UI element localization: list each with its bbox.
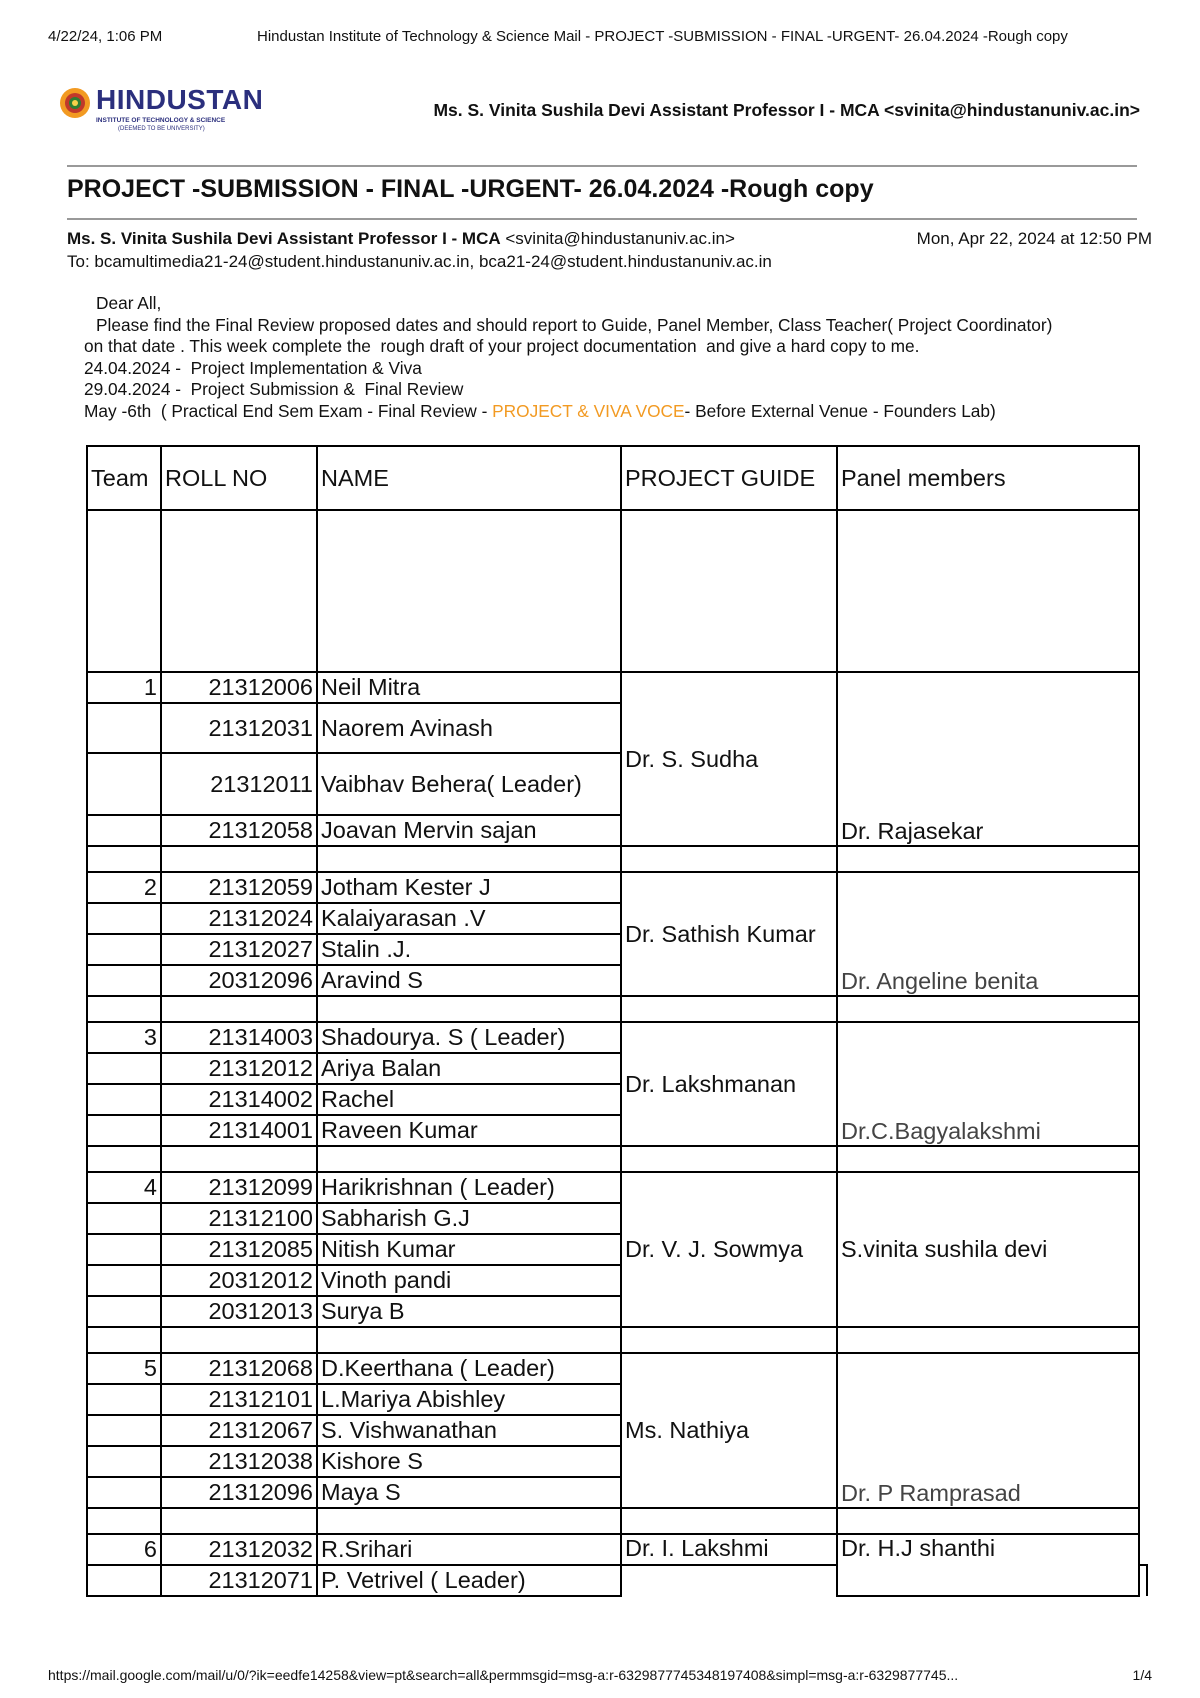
team-number	[87, 1446, 161, 1477]
project-guide: Dr. V. J. Sowmya	[621, 1172, 837, 1327]
roll-number: 21314002	[161, 1084, 317, 1115]
team-number: 5	[87, 1353, 161, 1384]
roll-number: 20312096	[161, 965, 317, 996]
email-date: Mon, Apr 22, 2024 at 12:50 PM	[916, 229, 1152, 248]
student-name: Maya S	[317, 1477, 621, 1508]
print-title: Hindustan Institute of Technology & Science Mail - PROJECT -SUBMISSION - FINAL -URGENT- 26.04.2024 -Rough copy	[257, 28, 1068, 45]
blank-row	[87, 510, 1147, 672]
student-name: Naorem Avinash	[317, 703, 621, 753]
email-from	[67, 229, 735, 249]
panel-member: Dr. H.J shanthi	[837, 1534, 1139, 1596]
panel-member: Dr. Rajasekar	[837, 672, 1139, 846]
student-name: Joavan Mervin sajan	[317, 815, 621, 846]
team-number	[87, 1477, 161, 1508]
student-name: Stalin .J.	[317, 934, 621, 965]
panel-member: Dr.C.Bagyalakshmi	[837, 1022, 1139, 1146]
student-name: Ariya Balan	[317, 1053, 621, 1084]
student-name: Surya B	[317, 1296, 621, 1327]
team-number	[87, 815, 161, 846]
table-row	[87, 1353, 1147, 1384]
highlight-text: PROJECT & VIVA VOCE	[492, 400, 685, 421]
spacer-row	[87, 996, 1147, 1022]
emblem-icon	[58, 86, 92, 120]
student-name: Kalaiyarasan .V	[317, 903, 621, 934]
panel-member: S.vinita sushila devi	[837, 1172, 1139, 1327]
roll-number: 20312013	[161, 1296, 317, 1327]
table-row	[87, 1172, 1147, 1203]
student-name: Raveen Kumar	[317, 1115, 621, 1146]
panel-member: Dr. P Ramprasad	[837, 1353, 1139, 1508]
team-number	[87, 934, 161, 965]
table-row	[87, 872, 1147, 903]
roll-number: 21312068	[161, 1353, 317, 1384]
project-guide: Dr. S. Sudha	[621, 672, 837, 846]
col-header-roll: ROLL NO	[161, 446, 317, 510]
team-number	[87, 1053, 161, 1084]
roll-number: 21312099	[161, 1172, 317, 1203]
email-to: To: bcamultimedia21-24@student.hindustanuniv.ac.in, bca21-24@student.hindustanuniv.ac.in	[67, 252, 772, 271]
spacer-row	[87, 1146, 1147, 1172]
team-number: 1	[87, 672, 161, 703]
spacer-row	[87, 1508, 1147, 1534]
hindustan-logo	[58, 86, 268, 134]
student-name: Neil Mitra	[317, 672, 621, 703]
logo-name: HINDUSTAN	[96, 84, 264, 115]
empty-cell	[621, 1565, 837, 1596]
col-header-panel: Panel members	[837, 446, 1139, 510]
roll-number: 21312027	[161, 934, 317, 965]
greeting: Dear All,	[96, 293, 162, 313]
roll-number: 21312067	[161, 1415, 317, 1446]
logo-subtitle-2: (DEEMED TO BE UNIVERSITY)	[118, 126, 205, 132]
roll-number: 21312032	[161, 1534, 317, 1565]
roll-number: 21312059	[161, 872, 317, 903]
team-number	[87, 903, 161, 934]
roll-number: 21312031	[161, 703, 317, 753]
print-datetime: 4/22/24, 1:06 PM	[48, 28, 163, 45]
roll-number: 21312006	[161, 672, 317, 703]
divider	[67, 218, 1137, 220]
body-line: 29.04.2024 - Project Submission & Final Review	[84, 379, 464, 400]
roll-number: 21312071	[161, 1565, 317, 1596]
logo-subtitle: INSTITUTE OF TECHNOLOGY & SCIENCE	[96, 117, 226, 124]
team-number	[87, 1415, 161, 1446]
project-guide: Dr. I. Lakshmi	[621, 1534, 837, 1565]
spacer-row	[87, 1327, 1147, 1353]
roll-number: 21312011	[161, 753, 317, 815]
team-number	[87, 1296, 161, 1327]
divider	[67, 165, 1137, 167]
from-email: <svinita@hindustanuniv.ac.in>	[505, 229, 735, 248]
roll-number: 21314001	[161, 1115, 317, 1146]
project-guide: Dr. Lakshmanan	[621, 1022, 837, 1146]
team-number: 2	[87, 872, 161, 903]
panel-member: Dr. Angeline benita	[837, 872, 1139, 996]
student-name: D.Keerthana ( Leader)	[317, 1353, 621, 1384]
team-table	[86, 445, 1148, 1597]
body-line: on that date . This week complete the rough draft of your project documentation and give a hard copy to me.	[84, 336, 920, 357]
footer-url: https://mail.google.com/mail/u/0/?ik=eedfe14258&view=pt&search=all&permmsgid=msg-a:r-6329877745348197408&simpl=msg-a:r-6329877745...	[48, 1667, 959, 1683]
table-row	[87, 1022, 1147, 1053]
student-name: R.Srihari	[317, 1534, 621, 1565]
team-number	[87, 1384, 161, 1415]
body-line: May -6th ( Practical End Sem Exam - Final Review - PROJECT & VIVA VOCE- Before External Venue - Founders Lab)	[84, 400, 996, 421]
team-number: 6	[87, 1534, 161, 1565]
roll-number: 21312058	[161, 815, 317, 846]
team-number	[87, 1565, 161, 1596]
student-name: L.Mariya Abishley	[317, 1384, 621, 1415]
spacer-row	[87, 846, 1147, 872]
account-line: Ms. S. Vinita Sushila Devi Assistant Professor I - MCA <svinita@hindustanuniv.ac.in>	[433, 100, 1140, 120]
project-guide: Ms. Nathiya	[621, 1353, 837, 1508]
team-number: 3	[87, 1022, 161, 1053]
email-subject: PROJECT -SUBMISSION - FINAL -URGENT- 26.04.2024 -Rough copy	[67, 175, 874, 203]
col-header-team: Team	[87, 446, 161, 510]
team-number	[87, 1203, 161, 1234]
student-name: S. Vishwanathan	[317, 1415, 621, 1446]
student-name: P. Vetrivel ( Leader)	[317, 1565, 621, 1596]
page-number: 1/4	[1132, 1667, 1152, 1683]
student-name: Rachel	[317, 1084, 621, 1115]
roll-number: 21312101	[161, 1384, 317, 1415]
team-table-body	[87, 510, 1147, 1596]
col-header-name: NAME	[317, 446, 621, 510]
email-body	[84, 293, 1052, 423]
student-name: Vinoth pandi	[317, 1265, 621, 1296]
team-number	[87, 1115, 161, 1146]
team-number	[87, 1265, 161, 1296]
student-name: Aravind S	[317, 965, 621, 996]
table-row	[87, 672, 1147, 703]
student-name: Vaibhav Behera( Leader)	[317, 753, 621, 815]
table-row	[87, 1534, 1147, 1565]
body-line: 24.04.2024 - Project Implementation & Viva	[84, 357, 422, 378]
team-number	[87, 1234, 161, 1265]
from-name: Ms. S. Vinita Sushila Devi Assistant Professor I - MCA	[67, 229, 501, 248]
project-guide: Dr. Sathish Kumar	[621, 872, 837, 996]
empty-cell	[1139, 1565, 1147, 1596]
student-name: Harikrishnan ( Leader)	[317, 1172, 621, 1203]
roll-number: 21312100	[161, 1203, 317, 1234]
roll-number: 21312024	[161, 903, 317, 934]
body-line: Please find the Final Review proposed dates and should report to Guide, Panel Member, Class Teacher( Project Coordinator)	[96, 314, 1053, 335]
roll-number: 21312038	[161, 1446, 317, 1477]
team-number	[87, 753, 161, 815]
roll-number: 21312096	[161, 1477, 317, 1508]
roll-number: 20312012	[161, 1265, 317, 1296]
team-number	[87, 965, 161, 996]
roll-number: 21312012	[161, 1053, 317, 1084]
team-number	[87, 1084, 161, 1115]
student-name: Kishore S	[317, 1446, 621, 1477]
col-header-guide: PROJECT GUIDE	[621, 446, 837, 510]
table-header-row	[87, 446, 1147, 510]
student-name: Sabharish G.J	[317, 1203, 621, 1234]
roll-number: 21312085	[161, 1234, 317, 1265]
student-name: Nitish Kumar	[317, 1234, 621, 1265]
student-name: Jotham Kester J	[317, 872, 621, 903]
team-number	[87, 703, 161, 753]
team-number: 4	[87, 1172, 161, 1203]
roll-number: 21314003	[161, 1022, 317, 1053]
student-name: Shadourya. S ( Leader)	[317, 1022, 621, 1053]
